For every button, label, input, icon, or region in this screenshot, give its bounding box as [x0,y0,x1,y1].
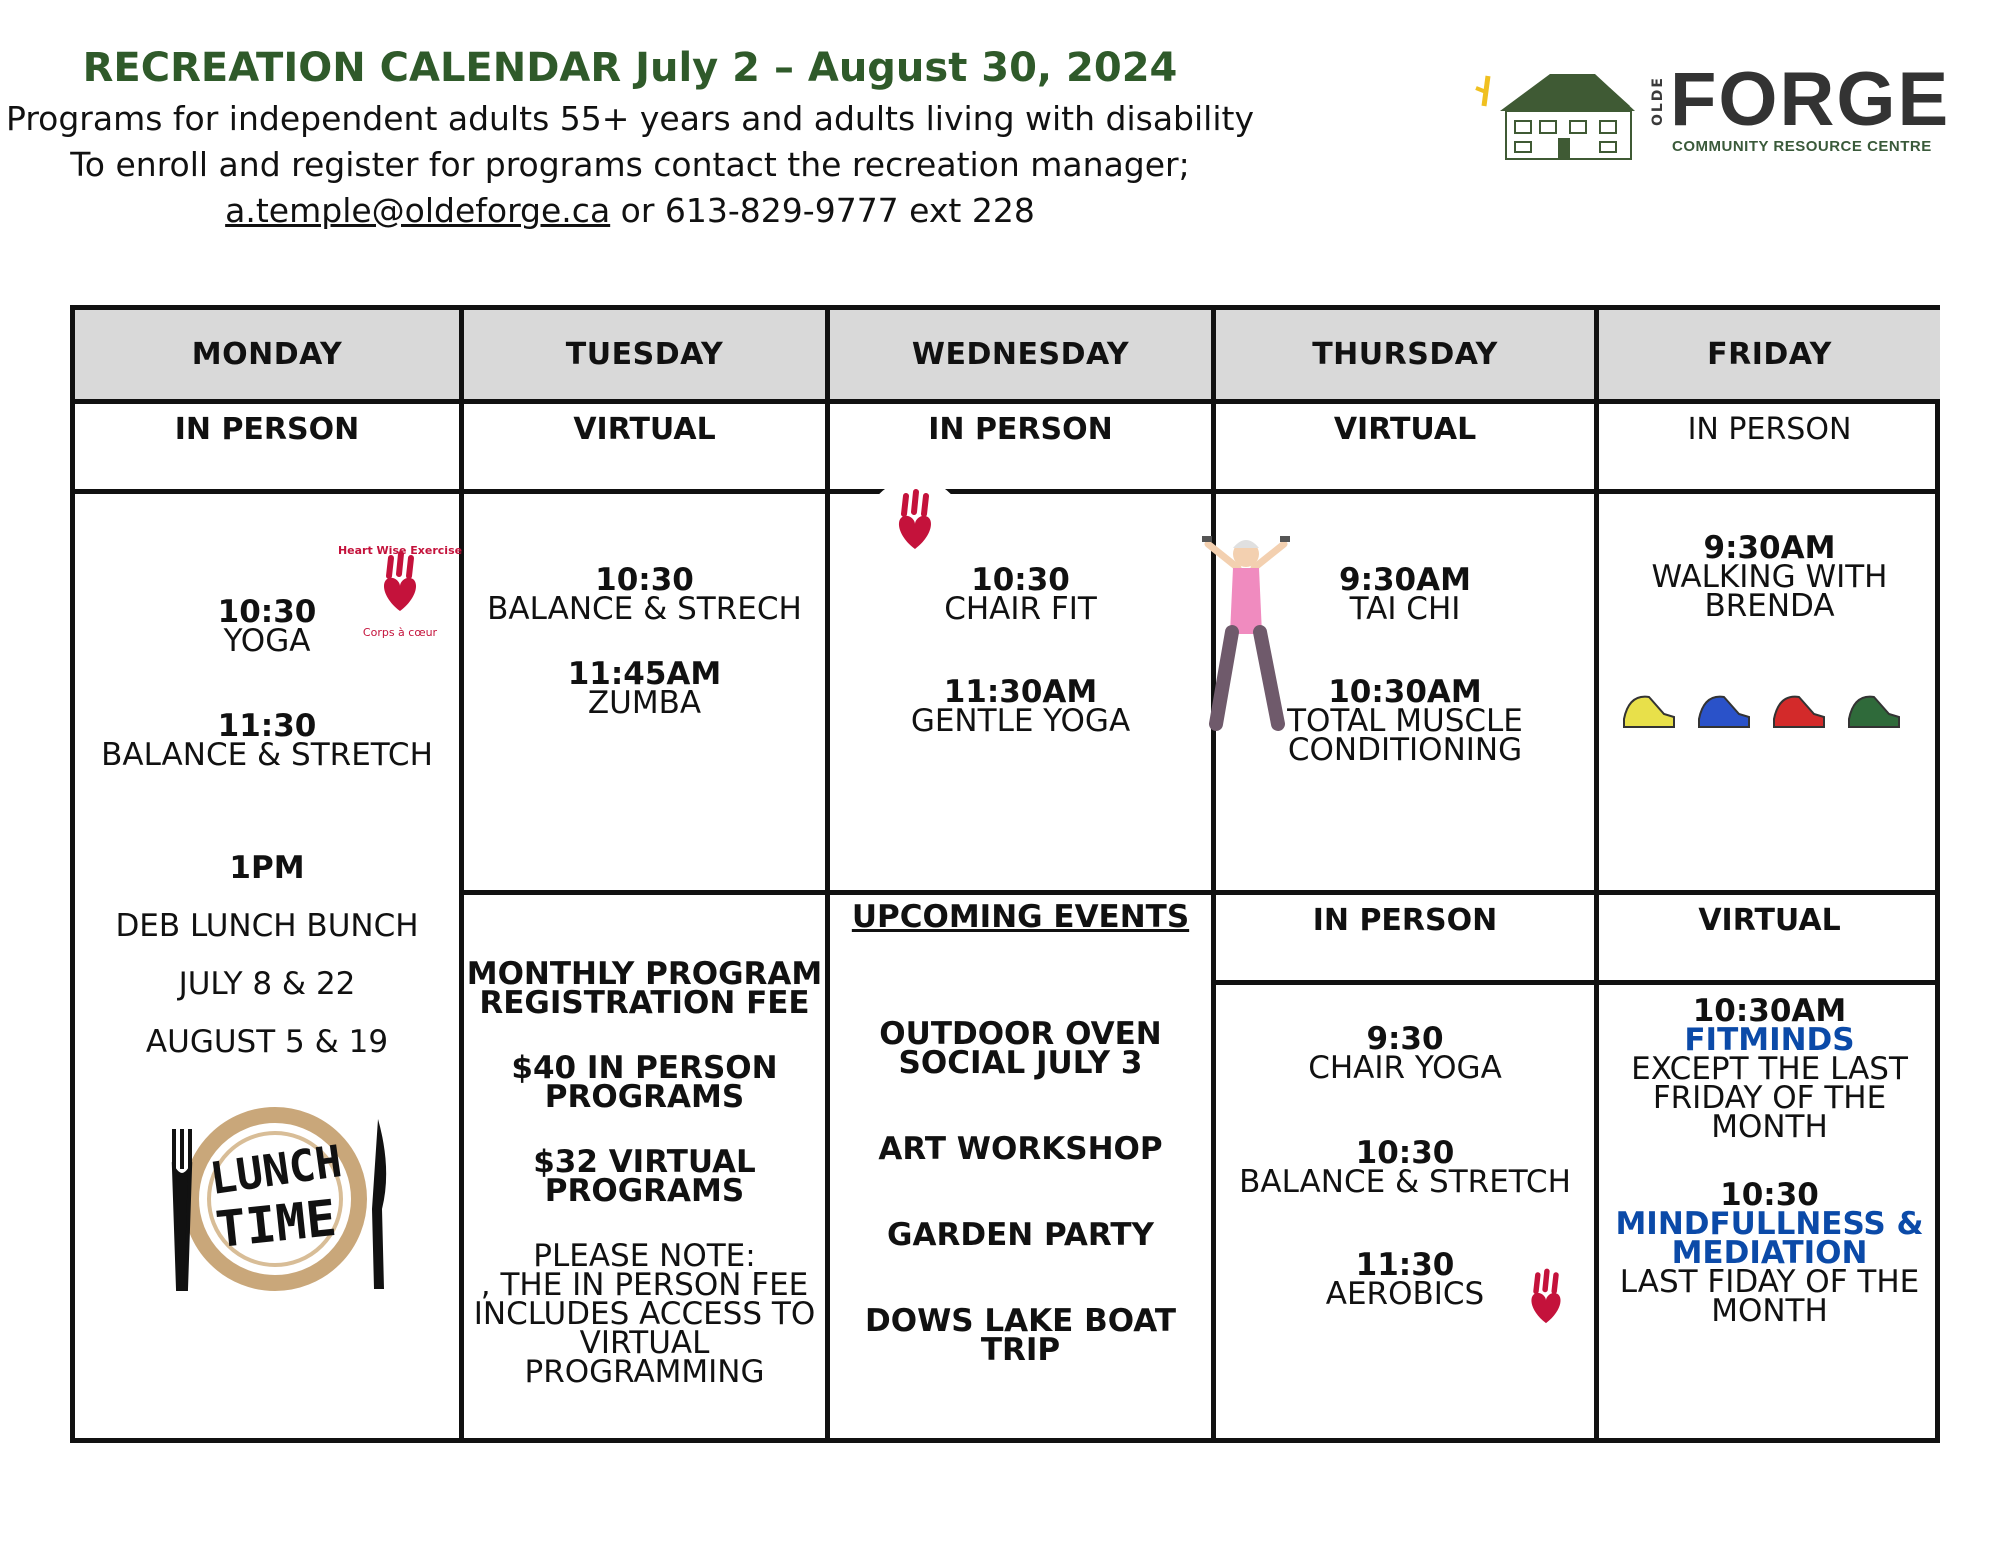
monday-dates-july: JULY 8 & 22 [178,966,356,1002]
thursday-activity-2a: TOTAL MUSCLE [1287,703,1523,739]
thursday-time-5: 11:30 [1355,1247,1455,1283]
monday-time-3: 1PM [229,850,305,886]
friday-activity-2c: MONTH [1711,1109,1828,1145]
fee-note-3: INCLUDES ACCESS TO [473,1296,816,1332]
mode-friday: IN PERSON [1687,412,1852,447]
friday-cell [1599,494,1940,890]
time-text: TIME [213,1188,339,1260]
events-title: UPCOMING EVENTS [851,899,1190,935]
mode-friday-2: VIRTUAL [1698,903,1841,938]
registration-fee-cell [464,895,825,1438]
contact-line [0,188,1260,234]
mode-tuesday: VIRTUAL [573,412,716,447]
monday-cell [75,494,463,1438]
mode-monday: IN PERSON [174,412,360,447]
header-wednesday: WEDNESDAY [830,310,1211,399]
thursday-activity-2b: CONDITIONING [1287,732,1523,768]
friday-fitminds: FITMINDS [1684,1022,1855,1058]
friday-time-2: 10:30AM [1692,993,1847,1029]
wednesday-activity-2: GENTLE YOGA [910,703,1131,739]
wednesday-cell [830,494,1211,890]
olde-forge-logo [1470,57,1951,162]
calendar-table [70,305,1940,1443]
header [0,40,1260,234]
event-1-line-1: OUTDOOR OVEN [879,1016,1162,1052]
sneakers-icon [1619,679,1919,739]
house-icon [1470,66,1650,162]
thursday-activity-4: BALANCE & STRETCH [1239,1164,1571,1200]
thursday-activity-3: CHAIR YOGA [1308,1050,1502,1086]
mode-thursday-2: IN PERSON [1312,903,1498,938]
header-tuesday: TUESDAY [464,310,825,399]
badge-top-text: Heart Wise Exercise [337,544,463,557]
friday-cell-2 [1599,985,1940,1438]
lunch-text: LUNCH [206,1136,346,1205]
header-monday: MONDAY [75,310,459,399]
fee-in-person-1: $40 IN PERSON [511,1050,778,1086]
heart-wise-badge-thursday [1491,1255,1601,1365]
badge-bottom-text: Corps à cœur [362,626,438,639]
thursday-activity-1: TAI CHI [1349,591,1461,627]
fee-virtual-2: PROGRAMS [544,1173,745,1209]
subtitle-enroll: To enroll and register for programs contact the recreation manager; [70,145,1190,184]
friday-mindfulness-2: MEDIATION [1671,1235,1868,1271]
subtitle-audience: Programs for independent adults 55+ years and adults living with disability [6,99,1254,138]
email-link[interactable]: a.temple@oldeforge.ca [225,191,611,230]
page-title: RECREATION CALENDAR July 2 – August 30, 2024 [82,45,1178,91]
monday-dates-august: AUGUST 5 & 19 [145,1024,389,1060]
friday-activity-2b: FRIDAY OF THE [1652,1080,1887,1116]
friday-activity-3a: LAST FIDAY OF THE [1619,1264,1920,1300]
phone-text: or 613-829-9777 ext 228 [610,191,1035,230]
thursday-time-1: 9:30AM [1339,562,1471,598]
monday-activity-3: DEB LUNCH BUNCH [115,908,419,944]
event-1-line-2: SOCIAL JULY 3 [898,1045,1143,1081]
friday-activity-3b: MONTH [1711,1293,1828,1329]
heart-wise-badge-monday [337,536,463,646]
logo-subtitle: COMMUNITY RESOURCE CENTRE [1672,138,1932,155]
friday-activity-1b: BRENDA [1704,588,1835,624]
wednesday-time-1: 10:30 [971,562,1070,598]
logo-forge-text: FORGE [1670,57,1951,142]
friday-time-3: 10:30 [1720,1177,1819,1213]
logo-olde-text: OLDE [1650,76,1666,127]
fee-note-5: PROGRAMMING [524,1354,765,1390]
mode-thursday: VIRTUAL [1333,412,1477,447]
fee-virtual-1: $32 VIRTUAL [533,1144,756,1180]
header-thursday: THURSDAY [1216,310,1594,399]
friday-activity-1a: WALKING WITH [1651,559,1888,595]
thursday-time-2: 10:30AM [1328,674,1482,710]
fee-title-2: REGISTRATION FEE [479,985,810,1021]
thursday-time-4: 10:30 [1355,1135,1455,1171]
tuesday-time-2: 11:45AM [567,656,722,692]
friday-time-1: 9:30AM [1703,530,1836,566]
friday-activity-2a: EXCEPT THE LAST [1631,1051,1908,1087]
event-4: DOWS LAKE BOAT TRIP [864,1303,1176,1368]
monday-time-1: 10:30 [217,594,317,630]
event-3: GARDEN PARTY [887,1217,1154,1253]
monday-activity-2: BALANCE & STRETCH [101,737,433,773]
fee-in-person-2: PROGRAMS [544,1079,745,1115]
thursday-time-3: 9:30 [1366,1021,1444,1057]
thursday-activity-5: AEROBICS [1325,1276,1485,1312]
fee-note-2: , THE IN PERSON FEE [480,1267,809,1303]
heart-hand-icon [337,536,463,646]
thursday-cell [1216,494,1594,890]
wednesday-time-2: 11:30AM [943,674,1098,710]
fee-note-4: VIRTUAL [579,1325,710,1361]
fee-note-1: PLEASE NOTE: [533,1238,756,1274]
mode-wednesday: IN PERSON [928,412,1113,447]
monday-time-2: 11:30 [217,708,317,744]
tuesday-time-1: 10:30 [595,562,694,598]
tuesday-cell [464,494,825,890]
event-2: ART WORKSHOP [878,1131,1163,1167]
tuesday-activity-1: BALANCE & STRECH [487,591,802,627]
fee-title-1: MONTHLY PROGRAM [466,956,823,992]
friday-mindfulness-1: MINDFULLNESS & [1615,1206,1924,1242]
lunch-time-graphic [160,1099,400,1299]
heart-hand-icon [1496,1255,1596,1355]
upcoming-events-cell [830,895,1211,1438]
monday-activity-1: YOGA [223,623,311,659]
thursday-cell-2 [1216,985,1594,1438]
tuesday-activity-2: ZUMBA [587,685,702,721]
wednesday-activity-1: CHAIR FIT [944,591,1097,627]
header-friday: FRIDAY [1599,310,1940,399]
